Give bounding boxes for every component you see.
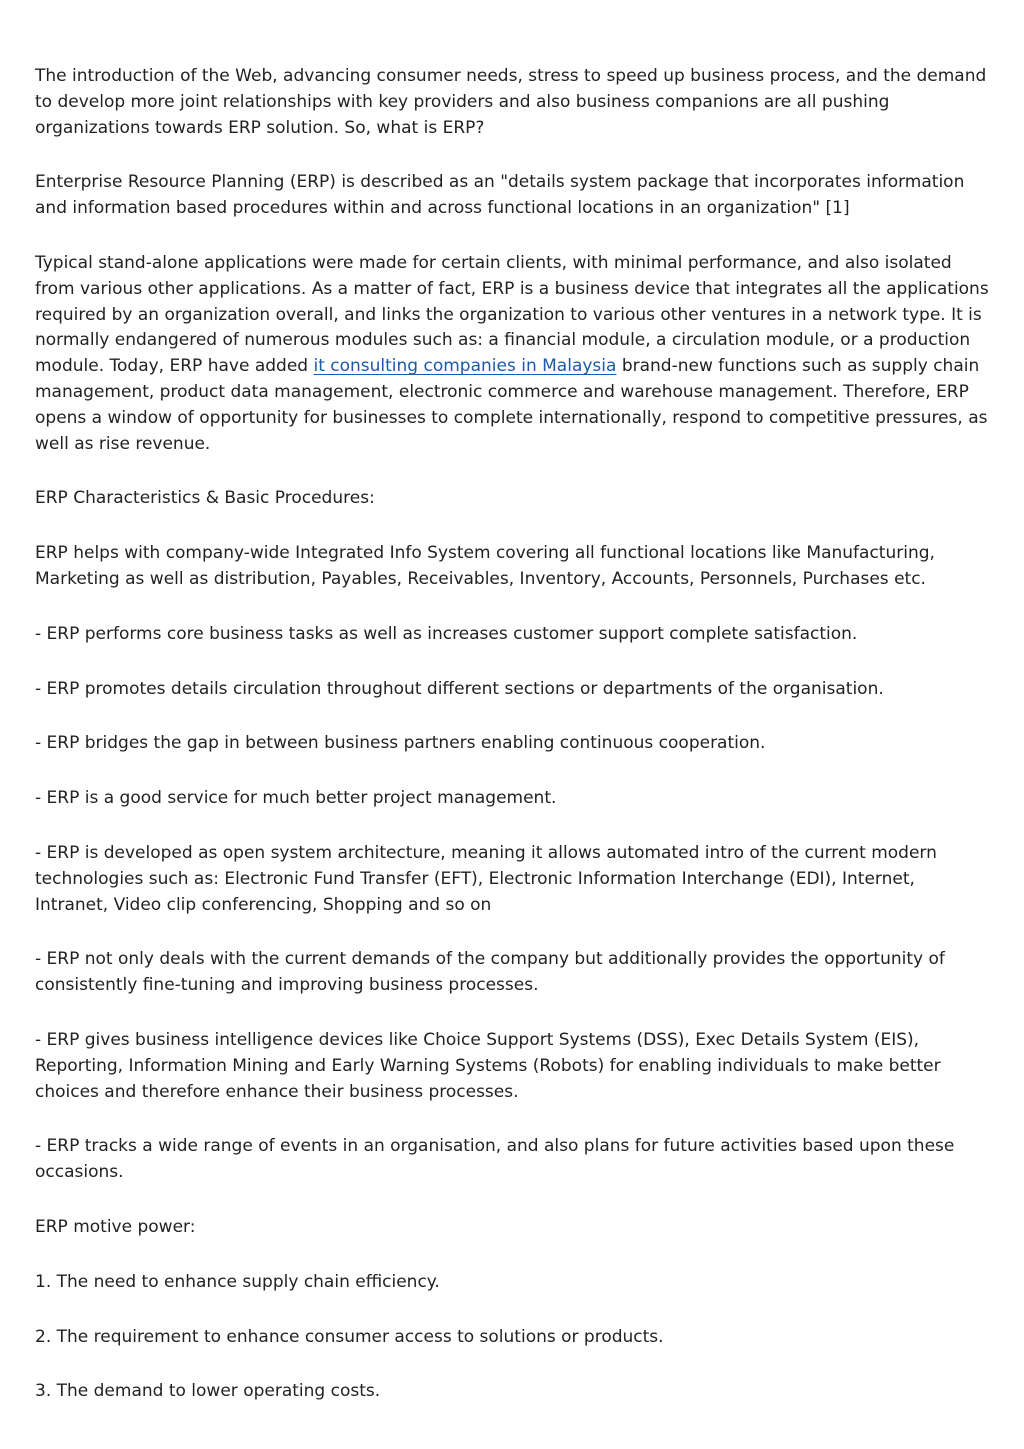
numbered-item: 2. The requirement to enhance consumer access to solutions or products. [35, 1326, 664, 1347]
motive-power-heading: ERP motive power: [35, 1216, 196, 1237]
numbered-item: 3. The demand to lower operating costs. [35, 1381, 381, 1402]
characteristics-heading: ERP Characteristics & Basic Procedures: [35, 488, 375, 509]
it-consulting-link[interactable]: it consulting companies in Malaysia [313, 356, 617, 377]
list-item: - ERP promotes details circulation throughout different sections or departments of the organisation. [35, 678, 884, 699]
list-item: - ERP is developed as open system architecture, meaning it allows automated intro of the current modern technologies such as: Electronic Fund Transfer (EFT), Electronic Information Interchange (EDI), Internet, Intranet, Video clip conferencing, Shopping and so on [35, 842, 937, 915]
integrated-system-paragraph: ERP helps with company-wide Integrated Info System covering all functional locations like Manufacturing, Marketing as well as distribution, Payables, Receivables, Inventory, Accounts, Personnels, Purchases etc. [35, 543, 935, 589]
list-item: - ERP bridges the gap in between business partners enabling continuous cooperation. [35, 733, 766, 754]
overview-text-after-link: brand-new functions such as supply chain management, product data management, electronic commerce and warehouse management. Therefore, ERP opens a window of opportunity for businesses to complete internationally, respond to competitive pressures, as well as rise revenue. [35, 356, 988, 454]
erp-overview-paragraph [35, 251, 990, 457]
numbered-item: 1. The need to enhance supply chain efficiency. [35, 1271, 440, 1292]
list-item: - ERP performs core business tasks as well as increases customer support complete satisfaction. [35, 623, 858, 644]
list-item: - ERP not only deals with the current demands of the company but additionally provides the opportunity of consistently fine-tuning and improving business processes. [35, 949, 945, 996]
overview-text-before-link: Typical stand-alone applications were made for certain clients, with minimal performance, and also isolated from various other applications. As a matter of fact, ERP is a business device that integrates all the applications required by an organization overall, and links the organization to various other ventures in a network type. It is normally endangered of numerous modules such as: a financial module, a circulation module, or a production module. Today, ERP have added [35, 252, 989, 377]
list-item: - ERP gives business intelligence devices like Choice Support Systems (DSS), Exec Details System (EIS), Reporting, Information Mining and Early Warning Systems (Robots) for enabling individuals to make better choices and therefore enhance their business processes. [35, 1029, 941, 1102]
erp-definition-paragraph: Enterprise Resource Planning (ERP) is described as an "details system package that incorporates information and information based procedures within and across functional locations in an organization" [1] [35, 172, 965, 219]
document-body [35, 64, 990, 1434]
list-item: - ERP is a good service for much better project management. [35, 788, 557, 809]
list-item: - ERP tracks a wide range of events in an organisation, and also plans for future activities based upon these occasions. [35, 1136, 955, 1183]
intro-paragraph: The introduction of the Web, advancing consumer needs, stress to speed up business process, and the demand to develop more joint relationships with key providers and also business companions are all pushing organizations towards ERP solution. So, what is ERP? [35, 66, 987, 138]
